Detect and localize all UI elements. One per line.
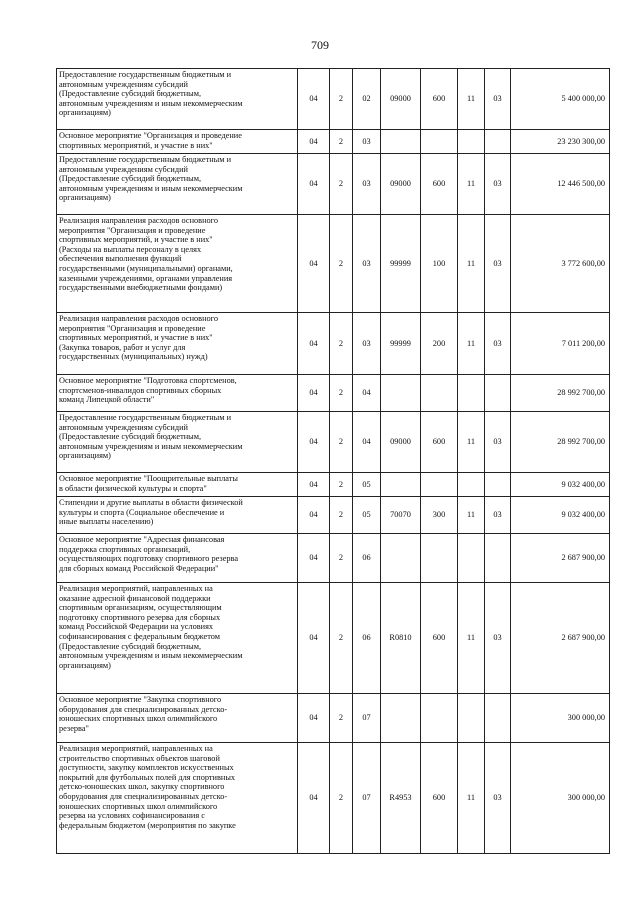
row-code-section: 11: [458, 215, 485, 313]
table-row: [57, 412, 610, 473]
row-code-subprogram: 03: [353, 215, 381, 313]
row-code-subsection: 03: [485, 313, 511, 375]
row-amount: 28 992 700,00: [511, 412, 610, 473]
table-row: [57, 215, 610, 313]
row-code-program: 2: [330, 583, 353, 694]
row-code-subsection: 03: [485, 154, 511, 215]
row-code-section: [458, 534, 485, 583]
row-code-expense-type: 600: [421, 743, 458, 854]
row-description: Предоставление государственным бюджетным и автономным учреждениям субсидий (Предоставление субсидий бюджетным, автономным учреждениям и иным некоммерческим организациям): [57, 69, 298, 130]
row-code-ministry: 04: [298, 130, 330, 154]
row-code-expense-type: [421, 534, 458, 583]
row-code-subprogram: 04: [353, 375, 381, 412]
row-code-subsection: [485, 473, 511, 497]
row-code-expense-type: 300: [421, 497, 458, 534]
row-code-subprogram: 03: [353, 130, 381, 154]
page-number: 709: [311, 38, 329, 52]
row-description: Реализация направления расходов основного мероприятия "Организация и проведение спортивных мероприятий, и участие в них" (Закупка товаров, работ и услуг для государственных (муниципальных) нужд): [57, 313, 298, 375]
table-row: [57, 743, 610, 854]
row-code-subprogram: 07: [353, 694, 381, 743]
row-description: Реализация направления расходов основного мероприятия "Организация и проведение спортивных мероприятий, и участие в них" (Расходы на выплаты персоналу в целях обеспечения выполнения функций государственными (муниципальными) органами, казенными учреждениями, органами управления государственными внебюджетными фондами): [57, 215, 298, 313]
row-code-program: 2: [330, 694, 353, 743]
row-description: Основное мероприятие "Закупка спортивного оборудования для специализированных детско- юношеских спортивных школ олимпийского резерва": [57, 694, 298, 743]
row-code-section: 11: [458, 154, 485, 215]
row-code-section: 11: [458, 69, 485, 130]
row-code-expense-type: 600: [421, 583, 458, 694]
row-code-program: 2: [330, 154, 353, 215]
row-code-direction: [381, 473, 421, 497]
row-code-direction: 70070: [381, 497, 421, 534]
table-row: [57, 694, 610, 743]
row-code-program: 2: [330, 215, 353, 313]
row-amount: 9 032 400,00: [511, 497, 610, 534]
row-code-expense-type: 600: [421, 69, 458, 130]
row-amount: 12 446 500,00: [511, 154, 610, 215]
row-amount: 23 230 300,00: [511, 130, 610, 154]
row-code-ministry: 04: [298, 534, 330, 583]
row-amount: 28 992 700,00: [511, 375, 610, 412]
row-code-subprogram: 03: [353, 313, 381, 375]
row-description: Основное мероприятие "Поощрительные выплаты в области физической культуры и спорта": [57, 473, 298, 497]
row-code-subsection: 03: [485, 215, 511, 313]
row-code-direction: [381, 694, 421, 743]
row-code-direction: 99999: [381, 215, 421, 313]
row-code-direction: [381, 534, 421, 583]
row-description: Основное мероприятие "Адресная финансовая поддержка спортивных организаций, осуществляющих подготовку спортивного резерва для сборных команд Российской Федерации": [57, 534, 298, 583]
row-code-section: 11: [458, 313, 485, 375]
table-row: [57, 375, 610, 412]
row-code-section: [458, 375, 485, 412]
row-code-expense-type: [421, 694, 458, 743]
row-code-program: 2: [330, 473, 353, 497]
row-code-ministry: 04: [298, 375, 330, 412]
row-code-ministry: 04: [298, 743, 330, 854]
row-amount: 300 000,00: [511, 743, 610, 854]
row-amount: 2 687 900,00: [511, 583, 610, 694]
table-body: [57, 69, 610, 854]
row-code-program: 2: [330, 130, 353, 154]
row-code-expense-type: [421, 130, 458, 154]
budget-table: [56, 68, 610, 854]
row-description: Стипендии и другие выплаты в области физической культуры и спорта (Социальное обеспечение и иные выплаты населению): [57, 497, 298, 534]
row-description: Основное мероприятие "Подготовка спортсменов, спортсменов-инвалидов спортивных сборных команд Липецкой области": [57, 375, 298, 412]
row-code-subsection: [485, 375, 511, 412]
row-code-ministry: 04: [298, 583, 330, 694]
row-code-ministry: 04: [298, 473, 330, 497]
row-code-subprogram: 06: [353, 583, 381, 694]
row-code-program: 2: [330, 497, 353, 534]
row-code-subprogram: 06: [353, 534, 381, 583]
row-amount: 2 687 900,00: [511, 534, 610, 583]
row-code-direction: 09000: [381, 69, 421, 130]
row-code-program: 2: [330, 534, 353, 583]
row-code-direction: 09000: [381, 412, 421, 473]
row-code-direction: [381, 375, 421, 412]
row-code-expense-type: [421, 473, 458, 497]
row-amount: 3 772 600,00: [511, 215, 610, 313]
row-code-subsection: 03: [485, 497, 511, 534]
row-code-subprogram: 03: [353, 154, 381, 215]
row-description: Реализация мероприятий, направленных на строительство спортивных объектов шаговой доступности, закупку комплектов искусственных покрытий для футбольных полей для спортивных детско-юношеских школ, закупку спортивного оборудования для специализированных детско- юношеских спортивных школ олимпийского резерва на условиях софинансирования с федеральным бюджетом (мероприятия по закупке: [57, 743, 298, 854]
row-code-subsection: 03: [485, 412, 511, 473]
table-row: [57, 497, 610, 534]
row-code-section: [458, 130, 485, 154]
row-code-subsection: 03: [485, 69, 511, 130]
row-code-ministry: 04: [298, 694, 330, 743]
row-code-program: 2: [330, 743, 353, 854]
row-code-expense-type: 100: [421, 215, 458, 313]
row-code-section: 11: [458, 412, 485, 473]
row-code-subprogram: 04: [353, 412, 381, 473]
row-code-section: 11: [458, 583, 485, 694]
row-code-ministry: 04: [298, 497, 330, 534]
row-description: Предоставление государственным бюджетным и автономным учреждениям субсидий (Предоставление субсидий бюджетным, автономным учреждениям и иным некоммерческим организациям): [57, 412, 298, 473]
row-amount: 7 011 200,00: [511, 313, 610, 375]
row-code-section: [458, 473, 485, 497]
row-code-ministry: 04: [298, 154, 330, 215]
row-code-direction: R0810: [381, 583, 421, 694]
table-row: [57, 130, 610, 154]
row-code-subsection: [485, 534, 511, 583]
table-row: [57, 69, 610, 130]
row-code-ministry: 04: [298, 215, 330, 313]
table-row: [57, 154, 610, 215]
row-code-program: 2: [330, 69, 353, 130]
row-code-subsection: [485, 694, 511, 743]
row-code-subprogram: 05: [353, 473, 381, 497]
table-row: [57, 534, 610, 583]
row-code-expense-type: 600: [421, 412, 458, 473]
row-amount: 300 000,00: [511, 694, 610, 743]
row-code-section: 11: [458, 743, 485, 854]
row-code-expense-type: 200: [421, 313, 458, 375]
row-code-subprogram: 07: [353, 743, 381, 854]
row-code-direction: R4953: [381, 743, 421, 854]
table-row: [57, 313, 610, 375]
row-code-program: 2: [330, 412, 353, 473]
row-amount: 5 400 000,00: [511, 69, 610, 130]
row-code-expense-type: 600: [421, 154, 458, 215]
row-code-direction: 09000: [381, 154, 421, 215]
row-code-direction: 99999: [381, 313, 421, 375]
row-description: Основное мероприятие "Организация и проведение спортивных мероприятий, и участие в них": [57, 130, 298, 154]
row-code-expense-type: [421, 375, 458, 412]
row-code-ministry: 04: [298, 69, 330, 130]
row-code-subsection: 03: [485, 743, 511, 854]
row-code-subprogram: 05: [353, 497, 381, 534]
row-code-subsection: 03: [485, 583, 511, 694]
row-code-section: 11: [458, 497, 485, 534]
table-row: [57, 583, 610, 694]
row-code-ministry: 04: [298, 313, 330, 375]
row-code-ministry: 04: [298, 412, 330, 473]
row-code-subsection: [485, 130, 511, 154]
row-code-subprogram: 02: [353, 69, 381, 130]
row-code-section: [458, 694, 485, 743]
row-code-program: 2: [330, 313, 353, 375]
row-description: Предоставление государственным бюджетным и автономным учреждениям субсидий (Предоставление субсидий бюджетным, автономным учреждениям и иным некоммерческим организациям): [57, 154, 298, 215]
row-description: Реализация мероприятий, направленных на оказание адресной финансовой поддержки спортивным организациям, осуществляющим подготовку спортивного резерва для сборных команд Российской Федерации на условиях софинансирования с федеральным бюджетом (Предоставление субсидий бюджетным, автономным учреждениям и иным некоммерческим организациям): [57, 583, 298, 694]
row-amount: 9 032 400,00: [511, 473, 610, 497]
row-code-direction: [381, 130, 421, 154]
table-row: [57, 473, 610, 497]
row-code-program: 2: [330, 375, 353, 412]
